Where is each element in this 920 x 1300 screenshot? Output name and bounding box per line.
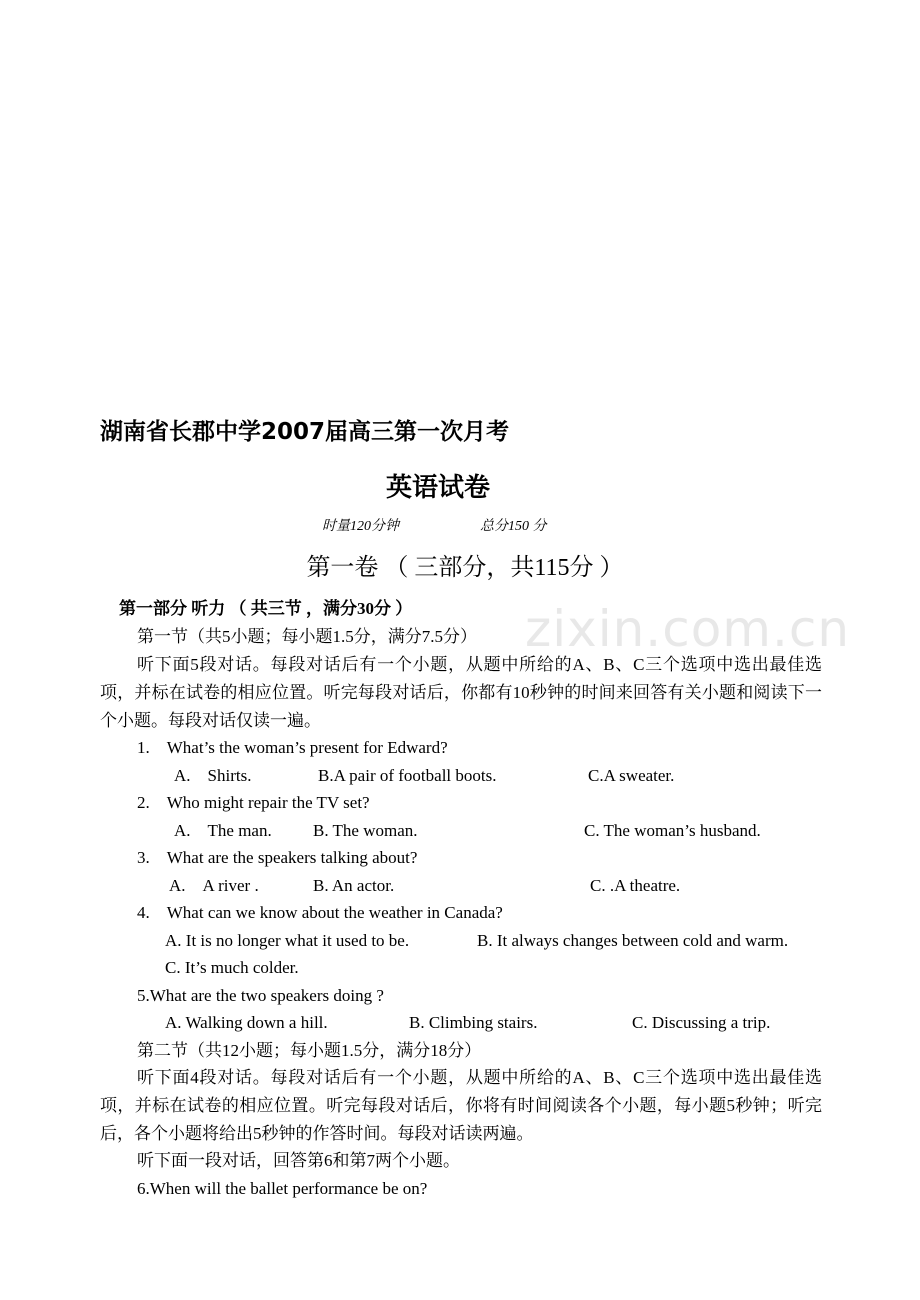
question-3-option-a: A. A river . — [169, 876, 259, 895]
question-2-stem: 2. Who might repair the TV set? — [137, 793, 370, 812]
exam-total-score: 总分150 分 — [480, 519, 547, 534]
section2-note: 听下面一段对话，回答第6和第7两个小题。 — [137, 1151, 460, 1170]
question-4-option-b: B. It always changes between cold and warm. — [477, 931, 789, 950]
question-5-option-c: C. Discussing a trip. — [632, 1013, 771, 1032]
exam-title: 湖南省长郡中学2007届高三第一次月考 — [100, 419, 510, 445]
question-5-option-b: B. Climbing stairs. — [409, 1013, 538, 1032]
question-3-stem: 3. What are the speakers talking about? — [137, 848, 418, 867]
part1-heading: 第一部分 听力 （ 共三节 ，满分30分 ） — [119, 599, 413, 618]
question-4-option-c: C. It’s much colder. — [165, 958, 299, 977]
question-4-option-a: A. It is no longer what it used to be. — [165, 931, 410, 950]
question-1-option-a: A. Shirts. — [174, 766, 252, 785]
volume-heading: 第一卷 （ 三部分，共115分 ） — [306, 555, 624, 581]
question-3-option-c: C. .A theatre. — [590, 876, 681, 895]
question-2-option-a: A. The man. — [174, 821, 272, 840]
section1-heading: 第一节（共5小题；每小题1.5分，满分7.5分） — [137, 627, 477, 646]
section2-instructions: 听下面4段对话。每段对话后有一个小题，从题中所给的A、B、C三个选项中选出最佳选项，并标在试卷的相应位置。听完每段对话后，你将有时间阅读各个小题，每小题5秒钟；听完后，各个小题将给出5秒钟的作答时间。每段对话读两遍。 — [100, 1068, 822, 1143]
question-3-option-b: B. An actor. — [313, 876, 395, 895]
section2-heading: 第二节（共12小题；每小题1.5分，满分18分） — [137, 1041, 482, 1060]
question-1-option-c: C.A sweater. — [588, 766, 675, 785]
question-5-option-a: A. Walking down a hill. — [165, 1013, 328, 1032]
question-2-option-b: B. The woman. — [313, 821, 418, 840]
question-2-option-c: C. The woman’s husband. — [584, 821, 761, 840]
question-6-stem: 6.When will the ballet performance be on? — [137, 1179, 428, 1198]
section1-instructions: 听下面5段对话。每段对话后有一个小题，从题中所给的A、B、C三个选项中选出最佳选项，并标在试卷的相应位置。听完每段对话后，你都有10秒钟的时间来回答有关小题和阅读下一个小题。每段对话仅读一遍。 — [100, 655, 822, 730]
watermark: zixin.com.cn — [525, 600, 851, 658]
exam-subtitle: 英语试卷 — [385, 473, 490, 503]
question-1-option-b: B.A pair of football boots. — [318, 766, 497, 785]
exam-time: 时量120分钟 — [322, 519, 399, 534]
question-4-stem: 4. What can we know about the weather in Canada? — [137, 903, 503, 922]
question-5-stem: 5.What are the two speakers doing ? — [137, 986, 384, 1005]
question-1-stem: 1. What’s the woman’s present for Edward? — [137, 738, 448, 757]
